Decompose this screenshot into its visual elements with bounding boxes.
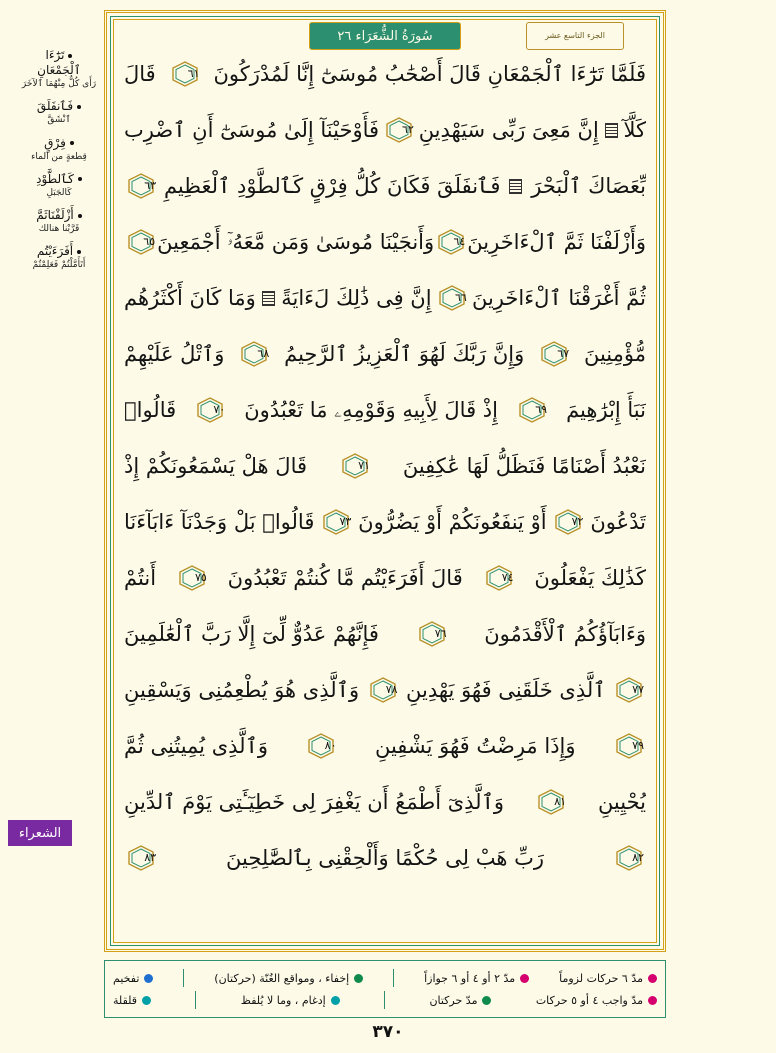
ayah-number-marker xyxy=(368,677,398,703)
legend-color-dot xyxy=(144,974,153,983)
legend-row-1 xyxy=(113,967,657,989)
ayah-number-text: ٦٧ xyxy=(557,347,570,360)
ayah-number-marker xyxy=(306,733,336,759)
legend-entry xyxy=(424,972,529,985)
ayah-number-text: ٨٢ xyxy=(632,851,644,864)
ayah-number-marker xyxy=(536,789,566,815)
ayah-number-marker xyxy=(177,565,207,591)
bullet-icon xyxy=(68,54,72,58)
ayah-number-marker xyxy=(126,845,156,871)
ayah-line xyxy=(124,158,646,214)
bullet-icon xyxy=(78,214,82,218)
legend-label: إدغام ، وما لا يُلفظ xyxy=(240,993,326,1007)
ayah-number-marker xyxy=(417,621,447,647)
ayah-number-text: ٦٤ xyxy=(453,235,466,248)
gloss-term: كَٱلطَّوْدِ xyxy=(36,171,74,186)
ayah-number-marker xyxy=(321,509,351,535)
ayah-number-text: ٦٥ xyxy=(143,235,156,248)
gloss-term-2: ٱلْجَمْعَانِ xyxy=(37,63,81,77)
ayah-text: نَبَأَ إِبْرَٰهِيمَ xyxy=(566,398,646,422)
ayah-number-text: ٧٦ xyxy=(434,627,447,640)
ayah-number-marker xyxy=(126,173,156,199)
ayah-text: وَٱلَّذِىٓ أَطْمَعُ أَن يَغْفِرَ لِى خَطِيٓـَٔتِى يَوْمَ ٱلدِّينِ xyxy=(124,790,505,814)
ayah-number-text: ٧٨ xyxy=(385,683,398,696)
ayah-number-text: ٧٠ xyxy=(213,403,226,416)
ayah-number-text: ٧٩ xyxy=(632,739,644,752)
ayah-text: وَٱلَّذِى هُوَ يُطْعِمُنِى وَيَسْقِينِ xyxy=(124,678,360,702)
waqf-mark-icon xyxy=(262,291,275,306)
gloss-meaning: قَرَّبْنا هنالك xyxy=(38,224,80,234)
ayah-number-text: ٦١ xyxy=(187,67,200,80)
ayah-number-text: ٨١ xyxy=(554,795,566,808)
ayah-number-text: ٧٧ xyxy=(632,683,644,696)
ayah-number-text: ٦٨ xyxy=(257,347,270,360)
ayah-line xyxy=(124,830,646,886)
legend-entry xyxy=(214,972,363,985)
ayah-line xyxy=(124,382,646,438)
ayah-text: وَءَابَآؤُكُمُ ٱلْأَقْدَمُونَ xyxy=(484,622,646,646)
margin-gloss-column xyxy=(20,48,98,281)
gloss-item xyxy=(20,48,98,90)
waqf-mark-icon xyxy=(605,123,618,138)
ayah-text: قَالَ هَلْ يَسْمَعُونَكُمْ إِذْ xyxy=(124,454,308,478)
legend-entry xyxy=(429,994,491,1007)
legend-entry xyxy=(113,994,151,1007)
gloss-item xyxy=(20,99,98,126)
ayah-text: قَالَ xyxy=(124,62,156,86)
legend-color-dot xyxy=(142,996,151,1005)
legend-entry xyxy=(241,994,340,1007)
ayah-text: قَالُوا۟ بَلْ وَجَدْنَآ ءَابَآءَنَا xyxy=(124,510,315,534)
ayah-line xyxy=(124,46,646,102)
legend-divider xyxy=(393,969,394,987)
gloss-item xyxy=(20,208,98,235)
legend-label: قلقلة xyxy=(113,993,138,1007)
page-number: ٣٧٠ xyxy=(372,1022,404,1042)
ayah-text: إِنَّ فِى ذَٰلِكَ لَءَايَةً xyxy=(281,286,432,310)
ayah-number-text: ٦٩ xyxy=(535,403,548,416)
legend-entry xyxy=(536,994,657,1007)
ayah-text: رَبِّ هَبْ لِى حُكْمًا وَأَلْحِقْنِى بِٱلصَّٰلِحِينَ xyxy=(226,846,544,870)
ayah-text: كَلَّآ xyxy=(623,118,646,142)
ayah-text: قَالُوا۟ xyxy=(124,398,177,422)
ayah-text: أَوْ يَنفَعُونَكُمْ أَوْ يَضُرُّونَ xyxy=(358,510,547,534)
gloss-item xyxy=(20,244,98,271)
ayah-number-text: ٧٥ xyxy=(195,571,207,584)
legend-label: تفخيم xyxy=(113,971,140,985)
ayah-text: وَٱلَّذِى يُمِيتُنِى ثُمَّ xyxy=(124,734,269,758)
legend-divider xyxy=(195,991,196,1009)
ayah-number-marker xyxy=(517,397,547,423)
ayah-text: بِّعَصَاكَ ٱلْبَحْرَ xyxy=(531,174,646,198)
ayah-text: وَأَزْلَفْنَا ثَمَّ ٱلْءَاخَرِينَ xyxy=(467,230,646,254)
ayah-number-marker xyxy=(484,565,514,591)
legend-color-dot xyxy=(354,974,363,983)
bullet-icon xyxy=(77,105,81,109)
ayah-line xyxy=(124,550,646,606)
bullet-icon xyxy=(77,250,81,254)
ayah-text: كَذَٰلِكَ يَفْعَلُونَ xyxy=(534,566,646,590)
ayah-number-text: ٧١ xyxy=(358,459,370,472)
ayah-number-marker xyxy=(614,733,644,759)
ayah-number-text: ٧٢ xyxy=(571,515,584,528)
ayah-text: ٱلَّذِى خَلَقَنِى فَهُوَ يَهْدِينِ xyxy=(406,678,606,702)
ayah-line xyxy=(124,270,646,326)
ayah-text: فَأَوْحَيْنَآ إِلَىٰ مُوسَىٰٓ أَنِ ٱضْرِب xyxy=(124,118,380,142)
legend-label: مدّ ٢ أو ٤ أو ٦ جوازاً xyxy=(424,971,516,985)
ayah-number-marker xyxy=(195,397,225,423)
ayah-text: وَأَنجَيْنَا مُوسَىٰ وَمَن مَّعَهُۥٓ أَجْمَعِينَ xyxy=(157,230,435,254)
legend-label: مدّ واجب ٤ أو ٥ حركات xyxy=(535,993,643,1007)
legend-label: مدّ ٦ حركات لزوماً xyxy=(559,971,643,985)
gloss-term: أَفَرَءَيْتُم xyxy=(36,244,74,259)
legend-color-dot xyxy=(648,974,657,983)
ayah-line xyxy=(124,102,646,158)
ayah-number-marker xyxy=(340,453,370,479)
ayah-text: فَٱنفَلَقَ فَكَانَ كُلُّ فِرْقٍ كَٱلطَّوْدِ ٱلْعَظِيمِ xyxy=(163,174,501,198)
ayah-text: فَلَمَّا تَرَٰٓءَا ٱلْجَمْعَانِ قَالَ أَصْحَٰبُ مُوسَىٰٓ إِنَّا لَمُدْرَكُونَ xyxy=(213,62,646,86)
legend-color-dot xyxy=(648,996,657,1005)
ayah-number-marker xyxy=(170,61,200,87)
bullet-icon xyxy=(78,177,82,181)
gloss-item xyxy=(20,172,98,199)
ayah-number-text: ٦٢ xyxy=(402,123,414,136)
legend-label: مدّ حركتان xyxy=(429,993,478,1007)
ayah-text: وَإِذَا مَرِضْتُ فَهُوَ يَشْفِينِ xyxy=(374,734,576,758)
ayah-number-text: ٧٣ xyxy=(339,515,352,528)
legend-color-dot xyxy=(482,996,491,1005)
gloss-term: أَزْلَفْنَاثَمَّ xyxy=(36,208,74,222)
surah-title: سُورَةُ الشُّعَرَاء ٢٦ xyxy=(309,22,461,50)
waqf-mark-icon xyxy=(509,179,522,194)
gloss-meaning: قِطعةٍ من الماء xyxy=(31,151,87,162)
ayah-number-marker xyxy=(539,341,569,367)
ayah-text: وَٱتْلُ عَلَيْهِمْ xyxy=(124,342,225,366)
legend-divider xyxy=(384,991,385,1009)
ayah-number-marker xyxy=(553,509,583,535)
gloss-term: تَرَٰٓءَا xyxy=(45,48,65,62)
ayah-number-marker xyxy=(614,677,644,703)
legend-label: إخفاء ، ومواقع الغُنّة (حركتان) xyxy=(214,971,350,985)
gloss-meaning: أَتَأَمَّلْتُمْ فَعَلِمْتُمْ xyxy=(32,260,86,271)
ayah-number-text: ٨٠ xyxy=(324,739,337,752)
gloss-meaning: ٱنْشَقَّ xyxy=(47,115,71,126)
ayah-number-text: ٨٣ xyxy=(144,851,157,864)
ayah-text: نَعْبُدُ أَصْنَامًا فَنَظَلُّ لَهَا عَٰكِفِينَ xyxy=(402,454,646,478)
ayah-line xyxy=(124,606,646,662)
legend-entry xyxy=(559,972,657,985)
ayah-number-marker xyxy=(126,229,155,255)
tajweed-legend xyxy=(104,960,666,1018)
ayah-text-area xyxy=(118,42,652,942)
gloss-meaning: رَأَى كُلٌّ مِنْهُمَا ٱلآخَرَ xyxy=(21,79,97,89)
ayah-line xyxy=(124,326,646,382)
ayah-text: مُّؤْمِنِينَ xyxy=(583,342,646,366)
ayah-text: إِنَّ مَعِىَ رَبِّى سَيَهْدِينِ xyxy=(418,118,599,142)
ayah-number-marker xyxy=(384,117,414,143)
ayah-text: فَإِنَّهُمْ عَدُوٌّ لِّىٓ إِلَّا رَبَّ ٱلْعَٰلَمِينَ xyxy=(124,622,379,646)
ayah-line xyxy=(124,438,646,494)
ayah-line xyxy=(124,494,646,550)
ayah-number-marker xyxy=(437,285,467,311)
legend-entry xyxy=(113,972,153,985)
ayah-number-text: ٧٤ xyxy=(501,571,514,584)
legend-color-dot xyxy=(331,996,340,1005)
ayah-number-marker xyxy=(614,845,644,871)
juz-label: الجزء التاسع عشر xyxy=(526,22,624,50)
ayah-text: أَنتُمْ xyxy=(124,566,157,590)
ayah-text: قَالَ أَفَرَءَيْتُم مَّا كُنتُمْ تَعْبُدُونَ xyxy=(227,566,463,590)
ayah-text: وَإِنَّ رَبَّكَ لَهُوَ ٱلْعَزِيزُ ٱلرَّحِيمُ xyxy=(284,342,525,366)
ayah-line xyxy=(124,718,646,774)
legend-row-2 xyxy=(113,989,657,1011)
legend-divider xyxy=(183,969,184,987)
ayah-text: تَدْعُونَ xyxy=(590,510,646,534)
gloss-term: فِرْقٍ xyxy=(44,135,66,150)
ayah-text: وَمَا كَانَ أَكْثَرُهُم xyxy=(124,286,256,310)
ayah-line xyxy=(124,774,646,830)
bullet-icon xyxy=(70,141,74,145)
ayah-text: ثُمَّ أَغْرَقْنَا ٱلْءَاخَرِينَ xyxy=(471,286,646,310)
ayah-number-text: ٦٣ xyxy=(144,179,157,192)
surah-tab[interactable]: الشعراء xyxy=(8,820,72,846)
ayah-text: يُحْيِينِ xyxy=(597,790,646,814)
ayah-number-marker xyxy=(239,341,269,367)
ayah-line xyxy=(124,214,646,270)
gloss-term: فَٱنفَلَقَ xyxy=(36,99,74,114)
legend-color-dot xyxy=(520,974,529,983)
ayah-number-marker xyxy=(436,229,465,255)
ayah-line xyxy=(124,662,646,718)
gloss-meaning: كَالجَبَلِ xyxy=(46,187,72,198)
page-header xyxy=(104,10,666,44)
ayah-text: إِذْ قَالَ لِأَبِيهِ وَقَوْمِهِۦ مَا تَعْبُدُونَ xyxy=(244,398,498,422)
ayah-number-text: ٦٦ xyxy=(454,291,467,304)
gloss-item xyxy=(20,136,98,163)
